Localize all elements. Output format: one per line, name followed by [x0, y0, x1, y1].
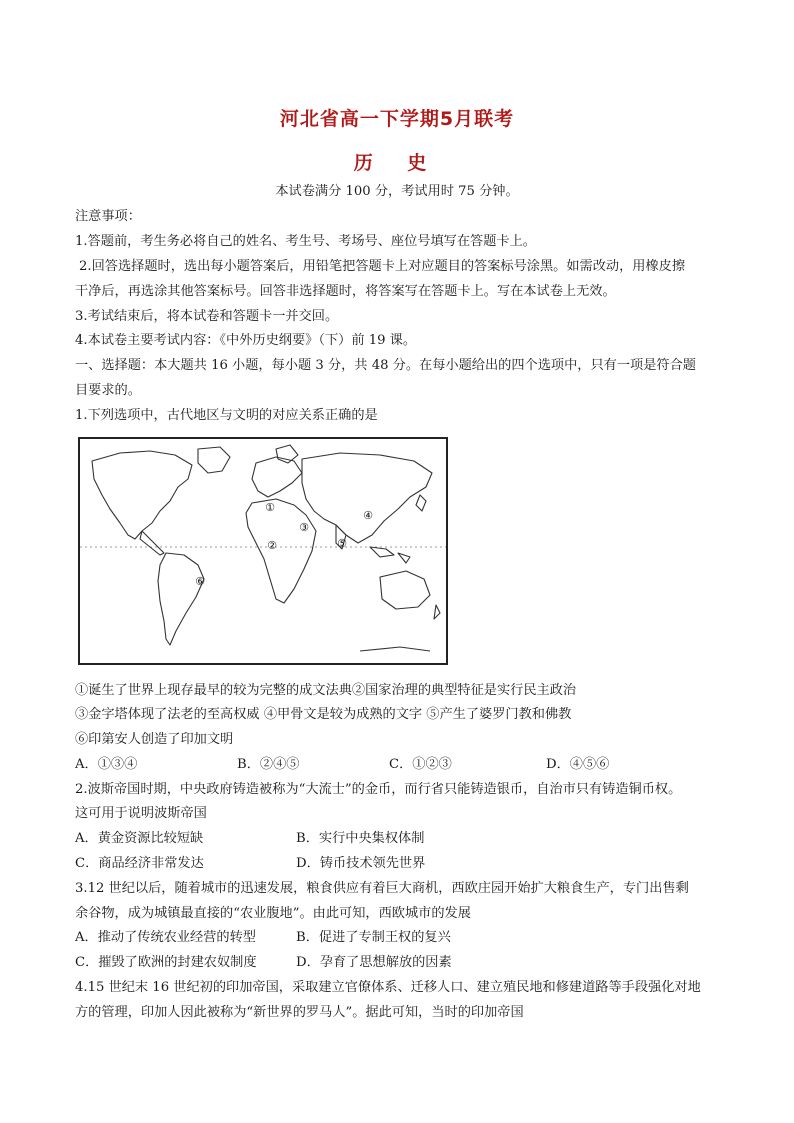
map-label-3: ③ [299, 521, 309, 534]
notice-item-2-cont: 干净后，再选涂其他答案标号。回答非选择题时，将答案写在答题卡上。写在本试卷上无效。 [75, 284, 616, 299]
q1-stem: 1.下列选项中，古代地区与文明的对应关系正确的是 [75, 408, 378, 423]
q1-statements-2: ③金字塔体现了法老的至高权威 ④甲骨文是较为成熟的文字 ⑤产生了婆罗门教和佛教 [75, 707, 572, 722]
q3-stem-cont: 余谷物，成为城镇最直接的“农业腹地”。由此可知，西欧城市的发展 [75, 906, 471, 921]
q2-option-a[interactable]: A．黄金资源比较短缺 [75, 831, 204, 846]
q1-statements-3: ⑥印第安人创造了印加文明 [75, 732, 234, 747]
q3-option-b[interactable]: B．促进了专制王权的复兴 [296, 930, 451, 945]
section-heading: 一、选择题：本大题共 16 小题，每小题 3 分，共 48 分。在每小题给出的四个选项中，只有一项是符合题 [75, 358, 696, 373]
q2-stem-cont: 这可用于说明波斯帝国 [75, 806, 207, 821]
subject-title: 历 史 [353, 152, 441, 174]
q2-option-b[interactable]: B．实行中央集权体制 [296, 831, 425, 846]
map-label-4: ④ [363, 509, 373, 522]
world-map-illustration [80, 439, 446, 663]
world-map [78, 437, 448, 665]
notice-item-1: 1.答题前，考生务必将自己的姓名、考生号、考场号、座位号填写在答题卡上。 [75, 234, 536, 249]
exam-title: 河北省高一下学期5月联考 [279, 108, 515, 130]
section-heading-cont: 目要求的。 [75, 383, 141, 398]
notice-heading: 注意事项： [75, 209, 141, 224]
q4-stem-cont: 方的管理，印加人因此被称为“新世界的罗马人”。据此可知，当时的印加帝国 [75, 1005, 524, 1020]
notice-item-2: 2.回答选择题时，选出每小题答案后，用铅笔把答题卡上对应题目的答案标号涂黑。如需改动，用橡皮擦 [79, 259, 686, 274]
q1-option-d[interactable]: D．④⑤⑥ [546, 757, 610, 772]
notice-item-3: 3.考试结束后，将本试卷和答题卡一并交回。 [75, 309, 339, 324]
map-label-1: ① [265, 501, 275, 514]
q3-option-c[interactable]: C．摧毁了欧洲的封建农奴制度 [75, 955, 257, 970]
q3-stem: 3.12 世纪以后，随着城市的迅速发展，粮食供应有着巨大商机，西欧庄园开始扩大粮食生产，专门出售剩 [75, 881, 689, 896]
q2-option-c[interactable]: C．商品经济非常发达 [75, 856, 204, 871]
q2-stem: 2.波斯帝国时期，中央政府铸造被称为“大流士”的金币，而行省只能铸造银币，自治市只有铸造铜币权。 [75, 782, 682, 797]
notice-item-4: 4.本试卷主要考试内容：《中外历史纲要》（下）前 19 课。 [75, 333, 417, 348]
map-label-5: ⑤ [337, 537, 347, 550]
map-label-2: ② [267, 539, 277, 552]
q2-option-d[interactable]: D．铸币技术领先世界 [296, 856, 426, 871]
q1-statements-1: ①诞生了世界上现存最早的较为完整的成文法典②国家治理的典型特征是实行民主政治 [75, 683, 577, 698]
map-label-6: ⑥ [195, 575, 205, 588]
q3-option-d[interactable]: D．孕育了思想解放的因素 [296, 955, 452, 970]
q4-stem: 4.15 世纪末 16 世纪初的印加帝国，采取建立官僚体系、迁移人口、建立殖民地和修建道路等手段强化对地 [75, 980, 701, 995]
q1-option-b[interactable]: B．②④⑤ [237, 757, 300, 772]
exam-info: 本试卷满分 100 分，考试用时 75 分钟。 [275, 184, 519, 199]
q3-option-a[interactable]: A．推动了传统农业经营的转型 [75, 930, 256, 945]
q1-option-c[interactable]: C．①②③ [389, 757, 452, 772]
q1-option-a[interactable]: A．①③④ [75, 757, 138, 772]
